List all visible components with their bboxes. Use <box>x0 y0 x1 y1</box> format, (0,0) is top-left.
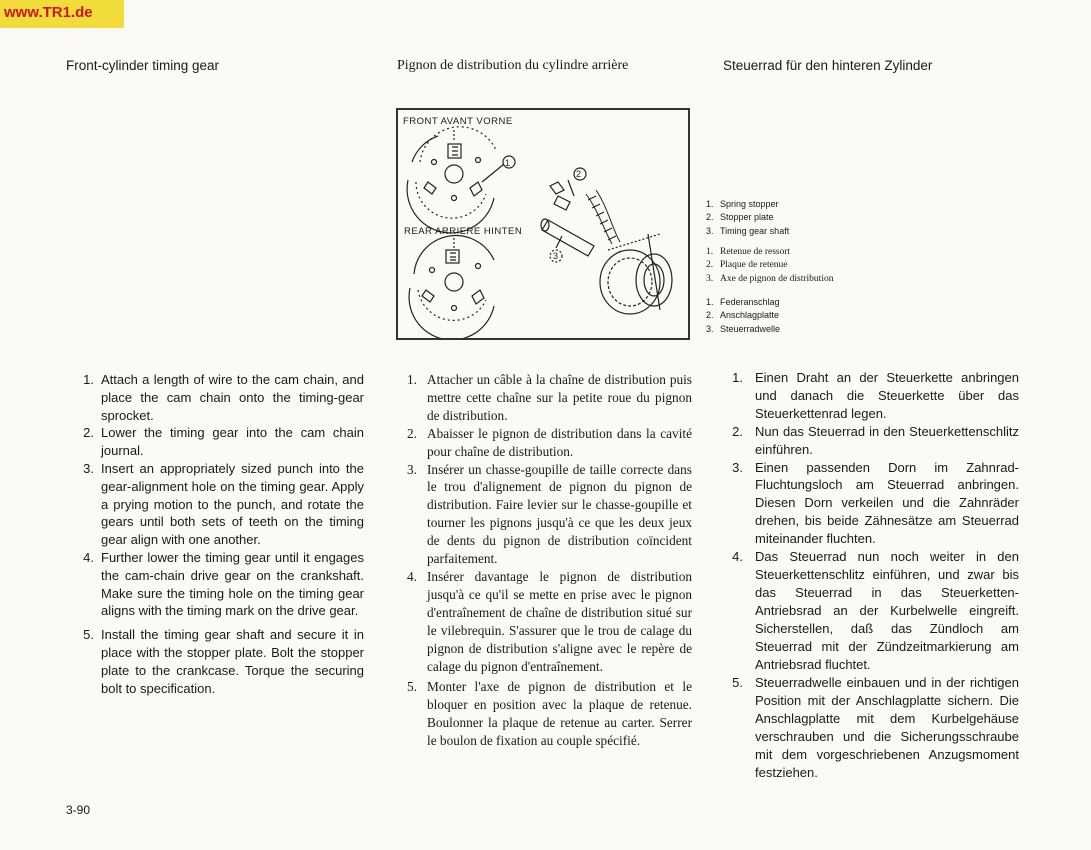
step-item: 2. Lower the timing gear into the cam chain journal. <box>83 425 364 459</box>
legend-english <box>706 198 789 238</box>
step-item: 1. Attach a length of wire to the cam chain, and place the cam chain onto the timing-gear sprocket. <box>83 372 364 423</box>
legend-french <box>706 246 833 286</box>
step-item: 4. Further lower the timing gear until it engages the cam-chain drive gear on the crankshaft. Make sure the timing hole on the timing gear aligns with the timing mark on the drive gear. <box>83 549 364 619</box>
legend-item: 3. Timing gear shaft <box>706 225 790 236</box>
legend-german <box>706 296 780 336</box>
timing-gear-illustration <box>398 110 688 338</box>
legend-item: 3. Steuerradwelle <box>706 323 781 334</box>
front-gear-diagram <box>407 127 496 233</box>
heading-english: Front-cylinder timing gear <box>66 58 220 73</box>
legend-item: 1. Federanschlag <box>706 297 780 307</box>
step-item: 5. Steuerradwelle einbauen und in der richtigen Position mit der Anschlagplatte sichern. Die Anschlagplatte mit dem Kurbelgehäuse verschrauben und die Sicherungsschraube mit dem vorgeschriebenen Anzugsmoment festziehen. <box>732 675 1019 780</box>
heading-french: Pignon de distribution du cylindre arrière <box>397 58 629 73</box>
step-item: 3. Insert an appropriately sized punch into the gear-alignment hole on the timing gear. Apply a prying motion to the punch, and rotate the gears until both sets of teeth on the timing gear align with one another. <box>83 460 364 548</box>
step-item: 4. Das Steuerrad nun noch weiter in den Steuerkettenschlitz einführen, und zwar bis das Steuerrad in das Steuerketten-Antriebsrad an der Kurbelwelle eingreift. Sicherstellen, daß das Zündloch am Steuerrad mit der Zündzeitmarkierung am Antriebsrad fluchtet. <box>732 549 1019 672</box>
step-item: 2. Nun das Steuerrad in den Steuerkettenschlitz einführen. <box>732 423 1019 457</box>
figure-label-front: FRONT AVANT VORNE <box>403 116 513 127</box>
legend-item: 2. Anschlagplatte <box>706 310 780 321</box>
legend-item: 1. Retenue de ressort <box>706 247 791 257</box>
timing-gear-shaft-drawing <box>541 219 594 262</box>
step-item: 5. Monter l'axe de pignon de distribution et le bloquer en position avec la plaque de retenue. Boulonner la plaque de retenue au carter. Serrer le boulon de fixation au couple spécifié. <box>407 679 692 749</box>
step-item: 1. Attacher un câble à la chaîne de distribution puis mettre cette chaîne sur la petite roue du pignon de distribution. <box>407 372 692 423</box>
cam-chain-drawing <box>586 190 620 244</box>
callout-1: 1 <box>505 158 511 168</box>
legend-item: 3. Axe de pignon de distribution <box>706 273 834 284</box>
rear-gear-diagram <box>409 236 494 338</box>
timing-gear-figure <box>396 108 690 340</box>
steps-french <box>400 371 692 750</box>
callout-3: 3 <box>553 251 559 261</box>
step-item: 1. Einen Draht an der Steuerkette anbringen und danach die Steuerkette über das Steuerkettenrad legen. <box>732 370 1019 421</box>
steps-english <box>72 371 364 697</box>
watermark: www.TR1.de <box>0 0 124 28</box>
page-number: 3-90 <box>66 803 91 817</box>
legend-item: 1. Spring stopper <box>706 199 779 209</box>
heading-german: Steuerrad für den hinteren Zylinder <box>723 58 933 73</box>
legend-item: 2. Stopper plate <box>706 212 774 223</box>
timing-gear-drawing <box>600 234 672 314</box>
figure-label-rear: REAR ARRIERE HINTEN <box>404 226 523 237</box>
step-item: 5. Install the timing gear shaft and secure it in place with the stopper plate. Bolt the stopper plate to the crankcase. Torque the securing bolt to specification. <box>83 627 364 696</box>
callout-2: 2 <box>576 169 582 179</box>
step-item: 3. Insérer un chasse-goupille de taille correcte dans le trou d'alignement de pignon du pignon de distribution. Faire levier sur le chasse-goupille et tourner les pignons jusqu'à ce que les deux jeux de dents du pignon de distribution coïncident parfaitement. <box>407 461 692 567</box>
step-item: 2. Abaisser le pignon de distribution dans la cavité pour chaîne de distribution. <box>407 425 692 459</box>
steps-german <box>727 369 1019 782</box>
step-item: 4. Insérer davantage le pignon de distribution jusqu'à ce qu'il se mette en prise avec le pignon d'entraînement de chaîne de distribution situé sur le vilebrequin. S'assurer que le trou de calage du pignon de distribution s'aligne avec le repère de calage du pignon d'entraînement. <box>407 568 692 674</box>
step-item: 3. Einen passenden Dorn im Zahnrad-Fluchtungsloch am Steuerrad anbringen. Diesen Dorn verkeilen und die Zahnräder drehen, bis beide Zähnesätze am Steuerrad miteinander fluchten. <box>732 459 1019 547</box>
legend-item: 2. Plaque de retenue <box>706 260 788 271</box>
